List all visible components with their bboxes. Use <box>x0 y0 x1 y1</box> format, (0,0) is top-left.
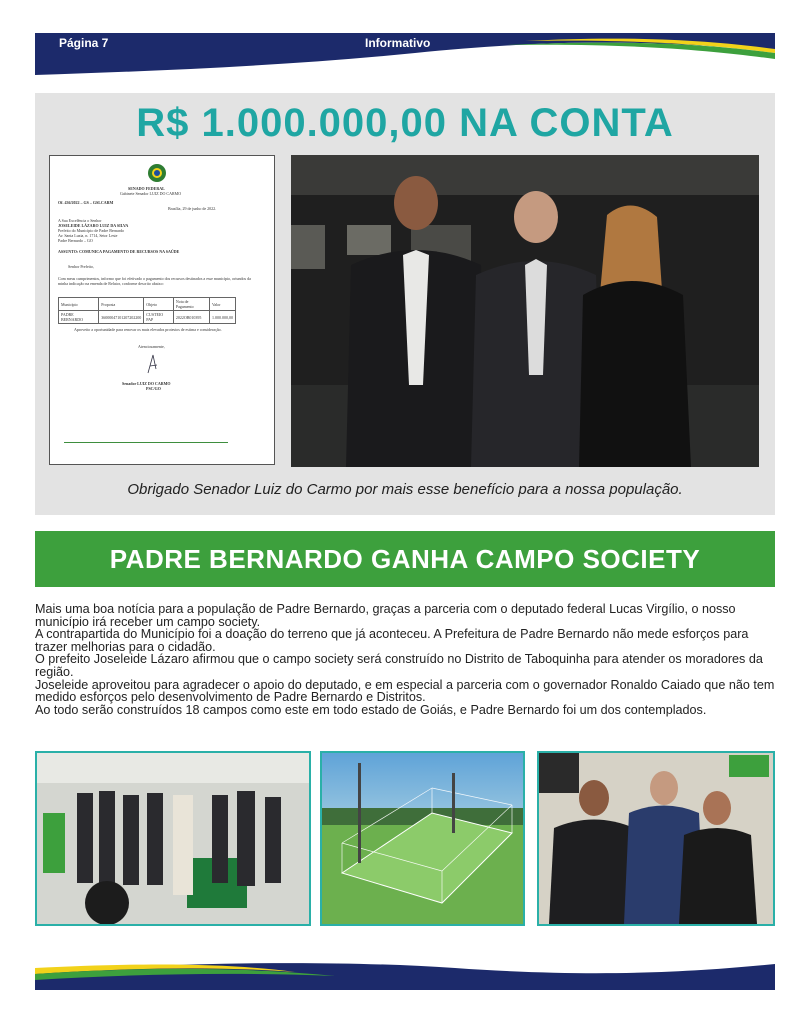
feature-panel <box>35 93 775 515</box>
feature-caption: Obrigado Senador Luiz do Carmo por mais esse benefício para a nossa população. <box>127 481 683 498</box>
footer-wave-graphic <box>35 958 775 990</box>
letter-footer-line <box>64 442 228 443</box>
letter-closing-note: Aproveito a oportunidade para renovar os mais elevados protestos de estima e consideração. <box>74 327 222 332</box>
photo-signing-ceremony <box>35 751 311 926</box>
table-cell: PADRE BERNARDO <box>59 311 99 324</box>
newsletter-title: Informativo <box>365 36 431 50</box>
article-paragraph: Joseleide aproveitou para agradecer o apoio do deputado, e em especial a parceria com o governador Ronaldo Caiado que não tem medido esforços pelo desenvolvimento de Padre Bernardo e Distritos. <box>35 677 775 705</box>
brazil-coat-of-arms-icon <box>146 162 168 184</box>
page-header <box>35 33 775 75</box>
article-paragraph: Ao todo serão construídos 18 campos como este em todo estado de Goiás, e Padre Bernardo foi um dos contemplados. <box>35 702 707 717</box>
letter-org: SENADO FEDERAL <box>128 186 165 191</box>
article-paragraph: Mais uma boa notícia para a população de Padre Bernardo, graças a parceria com o deputado federal Lucas Virgílio, o nosso município irá receber um campo society. <box>35 602 736 629</box>
letter-greeting: Senhor Prefeito, <box>68 264 94 269</box>
table-header-cell: Valor <box>209 298 235 311</box>
image-society-field-render <box>320 751 525 926</box>
section-banner: PADRE BERNARDO GANHA CAMPO SOCIETY <box>35 531 775 587</box>
page-number: Página 7 <box>59 36 109 50</box>
letter-signer: Senador LUIZ DO CARMO <box>122 381 171 386</box>
letter-party: PSC/GO <box>146 386 161 391</box>
table-cell: CUSTEIO PAP <box>144 311 174 324</box>
letter-sign-off: Atenciosamente, <box>138 344 165 349</box>
letter-salutation: A Sua Excelência o Senhor <box>58 218 102 223</box>
table-header-cell: Proposta <box>99 298 144 311</box>
letter-date: Brasília, 29 de junho de 2022. <box>168 206 217 211</box>
article-body <box>35 603 775 716</box>
photo-senator-meeting <box>291 155 759 467</box>
table-header-cell: Nota de Pagamento <box>173 298 209 311</box>
table-cell: 36000047101207202200 <box>99 311 144 324</box>
payment-table <box>58 297 236 324</box>
letter-recipient: JOSELEIDE LÁZARO LUIZ DA SILVA <box>58 223 129 228</box>
signature-mark <box>146 353 160 375</box>
photo-governor-group <box>537 751 775 926</box>
letter-subject: ASSUNTO: COMUNICA PAGAMENTO DE RECURSOS NA SAÚDE <box>58 249 180 254</box>
table-header-cell: Município <box>59 298 99 311</box>
letter-ref: Of. 436/2022 – GS – GSLCARM <box>58 200 114 205</box>
table-cell: 1.000.000,00 <box>209 311 235 324</box>
page-footer <box>35 958 775 990</box>
table-cell: 2022OB010395 <box>173 311 209 324</box>
letter-recipient-role: Prefeito do Município de Padre Bernardo <box>58 228 125 233</box>
article-paragraph: O prefeito Joseleide Lázaro afirmou que o campo society será construído no Distrito de Taboquinha para atender os moradores da região. <box>35 652 763 679</box>
official-letter <box>49 155 275 465</box>
letter-city: Padre Bernardo – GO <box>58 238 93 243</box>
letter-address: Av. Santa Luzia, n. 1714, Setor Leste <box>58 233 118 238</box>
article-paragraph: A contrapartida do Município foi a doação do terreno que já aconteceu. A Prefeitura de Padre Bernardo não mede esforços para trazer melhorias para o cidadão. <box>35 627 749 654</box>
table-header-cell: Objeto <box>144 298 174 311</box>
letter-body: Com meus cumprimentos, informo que foi efetivado o pagamento dos recursos destinados a esse município, oriundos da minha indicação na emenda de Relator, conforme descrito abaixo: <box>58 276 251 286</box>
letter-office: Gabinete Senador LUIZ DO CARMO <box>120 191 182 196</box>
feature-headline: R$ 1.000.000,00 NA CONTA <box>136 101 674 145</box>
